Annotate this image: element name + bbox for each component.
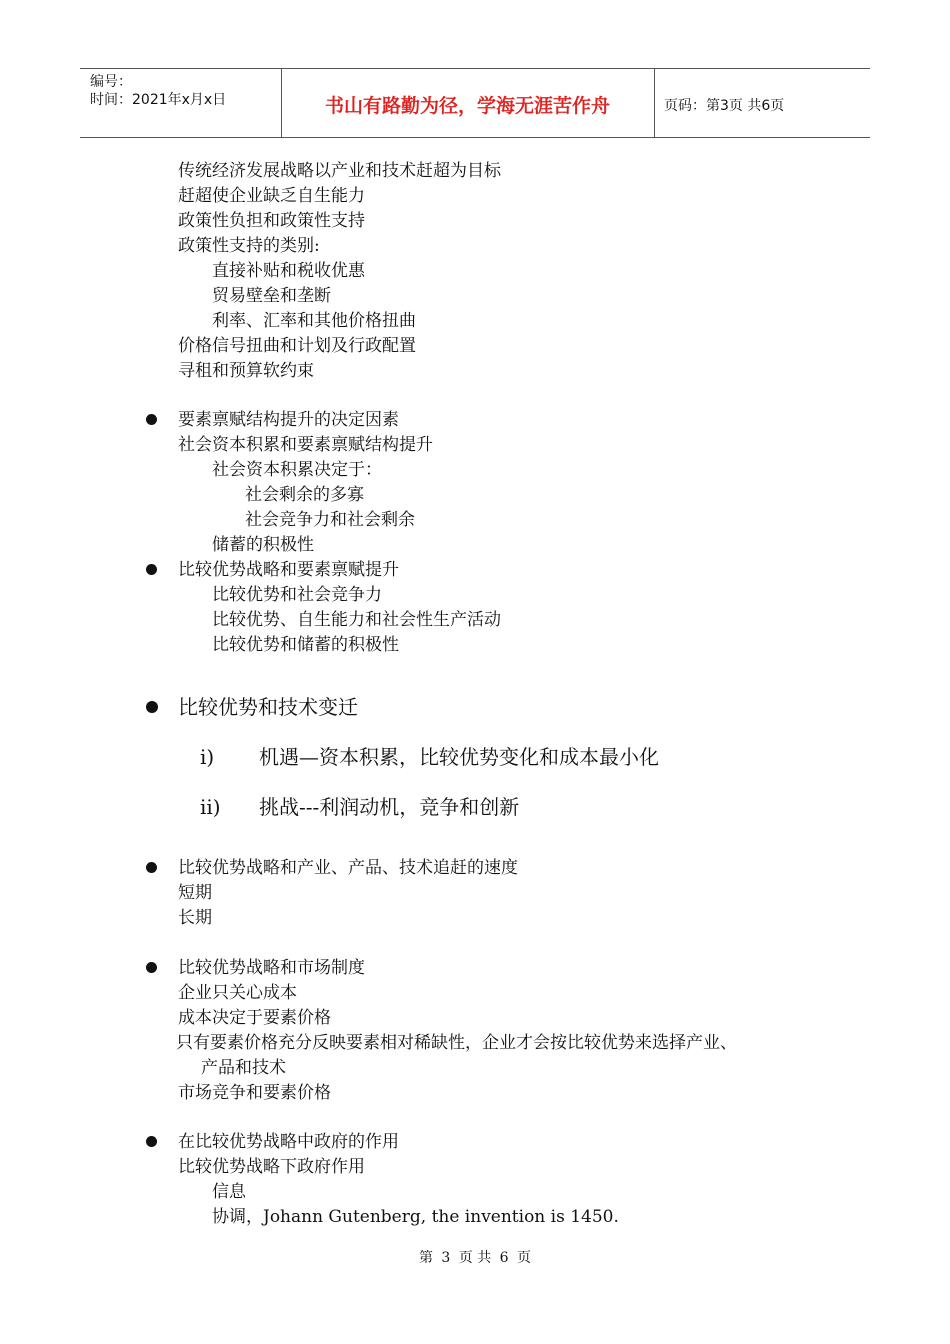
text-line: 价格信号扭曲和计划及行政配置 bbox=[178, 336, 416, 356]
text-line: 贸易壁垒和垄断 bbox=[212, 286, 331, 306]
bullet-heading: 比较优势战略和市场制度 bbox=[178, 958, 365, 978]
text-line: 社会资本积累决定于： bbox=[212, 460, 382, 480]
header-motto: 书山有路勤为径，学海无涯苦作舟 bbox=[324, 95, 610, 117]
page-footer bbox=[0, 1247, 950, 1267]
footer-total-pages: 6 bbox=[499, 1250, 509, 1266]
bullet-heading: 比较优势战略和产业、产品、技术追赶的速度 bbox=[178, 858, 518, 878]
bullet-heading: 要素禀赋结构提升的决定因素 bbox=[178, 410, 399, 430]
bullet-icon bbox=[146, 1136, 157, 1147]
bullet-icon bbox=[146, 862, 157, 873]
header-divider bbox=[654, 69, 655, 137]
list-number: ii) bbox=[200, 795, 221, 819]
text-line: 比较优势和储蓄的积极性 bbox=[212, 635, 399, 655]
footer-page-number: 3 bbox=[441, 1250, 451, 1266]
text-line: 利率、汇率和其他价格扭曲 bbox=[212, 311, 416, 331]
list-item: 挑战---利润动机，竞争和创新 bbox=[259, 795, 520, 819]
footer-mid: 页 共 bbox=[458, 1250, 492, 1266]
text-line: 协调，Johann Gutenberg, the invention is 1450. bbox=[212, 1207, 619, 1227]
text-line: 长期 bbox=[178, 908, 212, 928]
text-line: 赶超使企业缺乏自生能力 bbox=[178, 186, 365, 206]
text-line: 企业只关心成本 bbox=[178, 983, 297, 1003]
list-number: i) bbox=[200, 745, 215, 769]
text-line: 比较优势战略下政府作用 bbox=[178, 1157, 365, 1177]
footer-prefix: 第 bbox=[418, 1250, 433, 1266]
bullet-icon bbox=[146, 564, 157, 575]
page-header bbox=[80, 68, 870, 138]
text-line: 社会竞争力和社会剩余 bbox=[245, 510, 415, 530]
text-line: 产品和技术 bbox=[201, 1058, 286, 1078]
text-line: 政策性负担和政策性支持 bbox=[178, 211, 365, 231]
bullet-heading: 比较优势战略和要素禀赋提升 bbox=[178, 560, 399, 580]
text-line: 社会资本积累和要素禀赋结构提升 bbox=[178, 435, 433, 455]
text-line: 社会剩余的多寡 bbox=[245, 485, 364, 505]
bullet-icon bbox=[146, 414, 157, 425]
bullet-heading: 在比较优势战略中政府的作用 bbox=[178, 1132, 399, 1152]
text-line: 比较优势和社会竞争力 bbox=[212, 585, 382, 605]
text-line: 直接补贴和税收优惠 bbox=[212, 261, 365, 281]
time-label: 时间：2021年x月x日 bbox=[90, 92, 227, 108]
text-line: 寻租和预算软约束 bbox=[178, 361, 314, 381]
bullet-icon bbox=[146, 701, 158, 713]
text-line: 信息 bbox=[212, 1182, 246, 1202]
list-item: 机遇—资本积累，比较优势变化和成本最小化 bbox=[259, 745, 659, 769]
serial-label: 编号： bbox=[90, 74, 132, 90]
text-line: 政策性支持的类别: bbox=[178, 236, 320, 256]
text-line: 只有要素价格充分反映要素相对稀缺性，企业才会按比较优势来选择产业、 bbox=[176, 1033, 737, 1053]
header-page-code: 页码：第3页 共6页 bbox=[664, 98, 785, 114]
bullet-heading: 比较优势和技术变迁 bbox=[178, 695, 358, 719]
text-line: 市场竞争和要素价格 bbox=[178, 1083, 331, 1103]
bullet-icon bbox=[146, 962, 157, 973]
text-line: 比较优势、自生能力和社会性生产活动 bbox=[212, 610, 501, 630]
text-line: 短期 bbox=[178, 883, 212, 903]
text-line: 传统经济发展战略以产业和技术赶超为目标 bbox=[178, 161, 501, 181]
text-line: 储蓄的积极性 bbox=[212, 535, 314, 555]
header-meta bbox=[90, 73, 226, 109]
text-line: 成本决定于要素价格 bbox=[178, 1008, 331, 1028]
footer-suffix: 页 bbox=[517, 1250, 532, 1266]
